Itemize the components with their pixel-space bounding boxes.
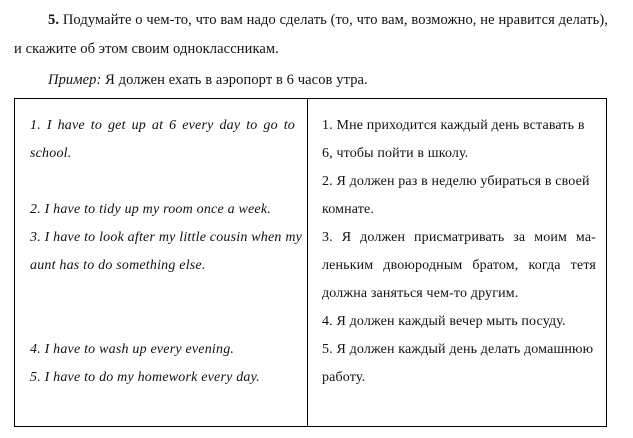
example-label: Пример:	[48, 72, 102, 88]
answers-table	[14, 98, 607, 427]
english-answer-line: school.	[30, 146, 72, 161]
russian-answer-line: 2. Я должен раз в неделю убираться в своей	[322, 174, 590, 189]
russian-answer-line: 3. Я должен присматривать за моим ма-	[322, 230, 596, 245]
exercise-instruction-text: Подумайте о чем-то, что вам надо сделать (то, что вам, возможно, не нравится делать), и скажите об этом своим одноклассникам.	[14, 12, 608, 57]
english-answer-line: 3. I have to look after my little cousin when my	[30, 230, 303, 245]
exercise-instruction	[14, 6, 608, 64]
russian-answer-line: леньким двоюродным братом, когда тетя	[322, 258, 596, 273]
russian-answer-line: работу.	[322, 370, 366, 385]
exercise-intro	[14, 6, 608, 95]
english-answer-line: 4. I have to wash up every evening.	[30, 342, 235, 357]
english-answer-spacer	[30, 280, 295, 336]
table-column-english	[15, 99, 308, 426]
english-answer-line: 2. I have to tidy up my room once a week.	[30, 202, 271, 217]
english-answer-spacer	[30, 168, 295, 196]
russian-answer-line: должна заняться чем-то другим.	[322, 286, 519, 301]
exercise-number: 5.	[48, 12, 60, 28]
russian-answer-line: 5. Я должен каждый день делать домашнюю	[322, 342, 594, 357]
russian-answer-line: 4. Я должен каждый вечер мыть посуду.	[322, 314, 566, 329]
english-answer-line: aunt has to do something else.	[30, 258, 206, 273]
russian-answer-line: 1. Мне приходится каждый день вставать в	[322, 118, 585, 133]
english-answer-line: 1. I have to get up at 6 every day to go to	[30, 118, 296, 133]
russian-answer-line: комнате.	[322, 202, 375, 217]
russian-answer-line: 6, чтобы пойти в школу.	[322, 146, 469, 161]
table-column-russian	[308, 99, 606, 426]
example-sentence: Я должен ехать в аэропорт в 6 часов утра.	[101, 72, 368, 88]
english-answer-line: 5. I have to do my homework every day.	[30, 370, 260, 385]
exercise-example	[14, 66, 608, 95]
